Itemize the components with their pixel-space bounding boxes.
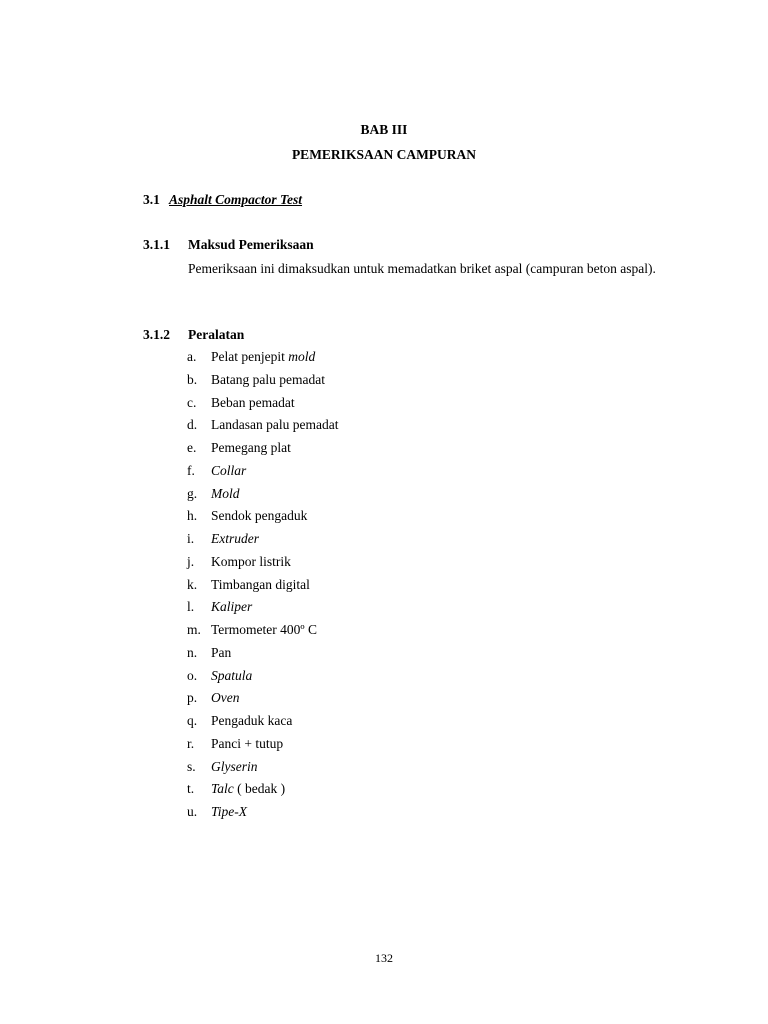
list-item-text xyxy=(211,690,239,706)
page-number: 132 xyxy=(375,951,393,965)
list-item-text xyxy=(211,531,259,547)
list-item-plain: Panci + tutup xyxy=(211,735,284,751)
chapter-heading: BAB III xyxy=(360,122,408,137)
list-item-italic: Collar xyxy=(211,462,247,478)
list-item-letter: b. xyxy=(187,371,198,387)
list-item-text xyxy=(211,645,231,661)
list-item-text xyxy=(211,804,247,820)
subsection-1-title: Maksud Pemeriksaan xyxy=(188,237,314,252)
subsection-1-number: 3.1.1 xyxy=(143,237,170,252)
list-item-plain: Sendok pengaduk xyxy=(211,508,308,524)
list-item-text xyxy=(211,668,252,684)
list-item-text xyxy=(211,486,240,502)
section-title: Asphalt Compactor Test xyxy=(169,192,303,207)
section-number: 3.1 xyxy=(143,192,160,207)
list-item-letter: o. xyxy=(187,667,198,683)
list-item-letter: r. xyxy=(187,735,195,751)
list-item-plain: Pemegang plat xyxy=(211,440,291,455)
list-item-plain: Kompor listrik xyxy=(211,553,291,569)
list-item-text xyxy=(211,349,315,365)
list-item-text xyxy=(211,440,291,456)
list-item-letter: d. xyxy=(187,417,198,433)
list-item-italic: Talc xyxy=(211,781,234,797)
list-item-text xyxy=(211,508,307,524)
list-item-letter: j. xyxy=(187,553,195,569)
list-item-letter: k. xyxy=(187,576,198,592)
list-item-letter: g. xyxy=(187,485,198,501)
list-item-italic: Extruder xyxy=(211,531,259,546)
list-item-letter: a. xyxy=(187,349,197,364)
list-item-italic: mold xyxy=(288,349,316,364)
list-item-letter: l. xyxy=(187,599,195,615)
list-item-text xyxy=(211,713,292,729)
list-item-plain: Timbangan digital xyxy=(211,576,310,592)
list-item-letter: t. xyxy=(187,781,195,797)
list-item-text xyxy=(211,395,295,411)
list-item-letter: m. xyxy=(187,622,201,637)
list-item-plain: Pelat penjepit xyxy=(211,349,289,364)
list-item-text xyxy=(211,577,310,593)
list-item-text xyxy=(211,781,285,797)
list-item-plain: Beban pemadat xyxy=(211,394,295,410)
list-item-text xyxy=(211,736,283,752)
list-item-text xyxy=(211,554,291,570)
list-item-italic: Oven xyxy=(211,690,240,706)
list-item-text xyxy=(211,759,258,775)
subsection-2-number: 3.1.2 xyxy=(143,327,170,342)
list-item-italic: Spatula xyxy=(211,667,253,683)
list-item-text xyxy=(211,417,338,433)
list-item-italic: Tipe-X xyxy=(211,804,247,819)
list-item-plain: Termometer 400º C xyxy=(211,622,317,637)
list-item-italic: Kaliper xyxy=(211,599,253,615)
list-item-plain: Pengaduk kaca xyxy=(211,713,293,728)
list-item-letter: s. xyxy=(187,758,196,774)
list-item-plain: ( bedak ) xyxy=(233,781,286,797)
list-item-letter: c. xyxy=(187,394,197,410)
purpose-paragraph: Pemeriksaan ini dimaksudkan untuk memadatkan briket aspal (campuran beton aspal). xyxy=(188,261,656,276)
list-item-italic: Glyserin xyxy=(211,758,258,774)
list-item-plain: Pan xyxy=(211,644,232,660)
list-item-plain: Batang palu pemadat xyxy=(211,371,325,387)
subsection-2-title: Peralatan xyxy=(188,327,245,342)
chapter-title: PEMERIKSAAN CAMPURAN xyxy=(291,147,477,162)
list-item-text xyxy=(211,372,325,388)
list-item-letter: p. xyxy=(187,690,198,706)
list-item-text xyxy=(211,622,317,638)
list-item-letter: q. xyxy=(187,713,198,728)
list-item-letter: f. xyxy=(187,462,195,478)
list-item-letter: n. xyxy=(187,644,198,660)
list-item-plain: Landasan palu pemadat xyxy=(211,417,339,433)
list-item-letter: h. xyxy=(187,508,198,524)
list-item-letter: e. xyxy=(187,440,197,455)
list-item-text xyxy=(211,463,246,479)
list-item-italic: Mold xyxy=(211,485,240,501)
list-item-text xyxy=(211,599,252,615)
list-item-letter: u. xyxy=(187,804,198,819)
list-item-letter: i. xyxy=(187,531,195,546)
